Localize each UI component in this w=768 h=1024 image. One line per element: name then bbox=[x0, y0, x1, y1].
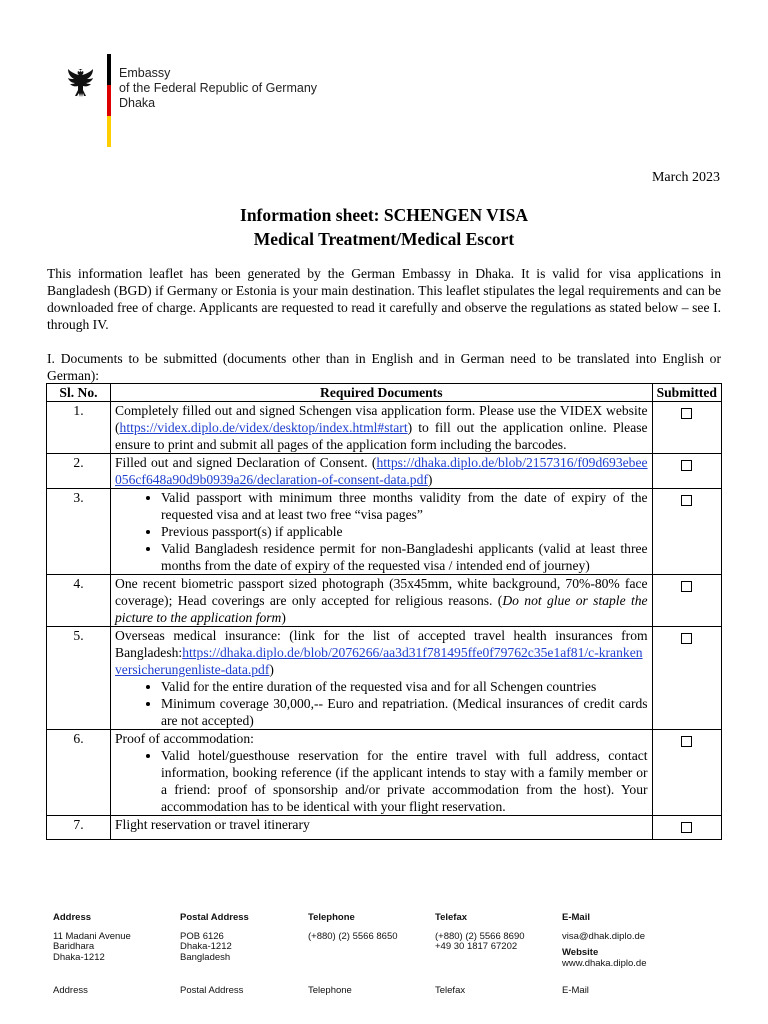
row-requirement bbox=[111, 454, 653, 489]
videx-link[interactable]: https://videx.diplo.de/videx/desktop/index.html#start bbox=[119, 420, 408, 435]
embassy-name bbox=[119, 66, 317, 111]
row-number: 3. bbox=[47, 489, 111, 575]
flag-red-stripe bbox=[107, 85, 111, 116]
bullet-item: • Valid Bangladesh residence permit for non-Bangladeshi applicants (valid at least three months from the date of expiry of the requested visa / intended end of journey) bbox=[161, 540, 648, 574]
bullet-item: • Valid hotel/guesthouse reservation for the entire travel with full address, contact information, booking reference (if the applicant intends to stay with a family member or a friend: proof of sponsorship and/or private accommodation from the host). Your accommodation has to be identical with your flight reservation. bbox=[161, 747, 648, 815]
row-requirement bbox=[111, 816, 653, 840]
table-row bbox=[47, 575, 722, 627]
bullet-list bbox=[115, 678, 648, 729]
document-title: Information sheet: SCHENGEN VISA bbox=[240, 205, 528, 225]
footer-heading: E-Mail bbox=[562, 912, 590, 923]
footer-email-address[interactable]: visa@dhak.diplo.de bbox=[562, 930, 646, 942]
table-row bbox=[47, 816, 722, 840]
section-heading: I. Documents to be submitted (documents other than in English and in German need to be translated into English or German): bbox=[47, 351, 721, 383]
requirement-text: ) bbox=[281, 610, 286, 625]
submitted-cell bbox=[652, 627, 721, 730]
embassy-letterhead bbox=[66, 54, 366, 154]
footer-email bbox=[562, 913, 647, 969]
row-number: 5. bbox=[47, 627, 111, 730]
submitted-cell bbox=[652, 730, 721, 816]
row-number: 2. bbox=[47, 454, 111, 489]
table-row bbox=[47, 402, 722, 454]
submitted-checkbox[interactable] bbox=[681, 495, 692, 506]
column-header-submitted: Submitted bbox=[652, 384, 721, 402]
footer-line: +49 30 1817 67202 bbox=[435, 941, 518, 952]
flag-black-stripe bbox=[107, 54, 111, 85]
submitted-checkbox[interactable] bbox=[681, 822, 692, 833]
footer-postal-address bbox=[180, 913, 249, 963]
bullet-list bbox=[115, 489, 648, 574]
table-row bbox=[47, 730, 722, 816]
footer-heading: Telefax bbox=[435, 912, 468, 923]
table-row bbox=[47, 627, 722, 730]
consent-form-link[interactable]: https://dhaka.diplo.de/blob/2157316/f09d693ebee056cf648a90d9b0939a26/declaration-of-consent-data.pdf bbox=[115, 455, 648, 487]
bullet-list bbox=[115, 747, 648, 815]
footer-repeat-email: E-Mail bbox=[562, 985, 589, 996]
footer-telefax bbox=[435, 913, 525, 953]
submitted-cell bbox=[652, 489, 721, 575]
submitted-checkbox[interactable] bbox=[681, 633, 692, 644]
footer-line: (+880) (2) 5566 8650 bbox=[308, 930, 398, 942]
footer-line: Dhaka-1212 bbox=[53, 951, 105, 963]
footer-line: Dhaka-1212 bbox=[180, 941, 232, 952]
footer-address bbox=[53, 913, 131, 963]
footer-website[interactable]: www.dhaka.diplo.de bbox=[562, 957, 647, 969]
column-header-documents: Required Documents bbox=[111, 384, 653, 402]
footer-heading: Postal Address bbox=[180, 912, 249, 923]
requirement-emphasis: Do not glue or staple the picture to the application form bbox=[115, 593, 648, 625]
embassy-line-3: Dhaka bbox=[119, 96, 156, 110]
flag-gold-stripe bbox=[107, 116, 111, 147]
row-requirement bbox=[111, 402, 653, 454]
footer-line: 11 Madani Avenue bbox=[53, 930, 131, 942]
row-number: 4. bbox=[47, 575, 111, 627]
intro-paragraph: This information leaflet has been generated by the German Embassy in Dhaka. It is valid for visa applications in Bangladesh (BGD) if Germany or Estonia is your main destination. This leaflet stipulates the legal requirements and can be downloaded free of charge. Applicants are requested to read it carefully and observe the regulations as stated below – see I. through IV. bbox=[47, 266, 721, 332]
bullet-item: • Valid passport with minimum three months validity from the date of expiry of the requested visa and at least two free “visa pages” bbox=[161, 489, 648, 523]
bullet-item: • Previous passport(s) if applicable bbox=[161, 523, 648, 540]
document-subtitle: Medical Treatment/Medical Escort bbox=[253, 229, 515, 249]
bullet-item: • Valid for the entire duration of the requested visa and for all Schengen countries bbox=[161, 678, 648, 695]
requirement-text: Completely filled out and signed Schengen visa application form. Please use the VIDEX website ( bbox=[115, 403, 648, 435]
required-documents-table bbox=[46, 383, 722, 840]
submitted-checkbox[interactable] bbox=[681, 460, 692, 471]
requirement-text: ) bbox=[269, 662, 274, 677]
row-requirement bbox=[111, 730, 653, 816]
footer-line: POB 6126 bbox=[180, 930, 224, 942]
german-flag-bar bbox=[107, 54, 111, 146]
table-row bbox=[47, 454, 722, 489]
table-row bbox=[47, 489, 722, 575]
footer-repeat-address: Address bbox=[53, 985, 88, 996]
submitted-checkbox[interactable] bbox=[681, 408, 692, 419]
column-header-number: Sl. No. bbox=[47, 384, 111, 402]
table-header-row bbox=[47, 384, 722, 402]
footer-heading: Address bbox=[53, 912, 92, 923]
submitted-cell bbox=[652, 575, 721, 627]
footer-heading: Telephone bbox=[308, 912, 355, 923]
requirement-text: Flight reservation or travel itinerary bbox=[115, 817, 310, 832]
footer-repeat-telefax: Telefax bbox=[435, 985, 466, 996]
footer-heading: Website bbox=[562, 947, 599, 958]
requirement-text: ) bbox=[427, 472, 433, 487]
row-requirement bbox=[111, 575, 653, 627]
requirement-text: Proof of accommodation: bbox=[115, 731, 254, 746]
row-requirement bbox=[111, 489, 653, 575]
submitted-checkbox[interactable] bbox=[681, 736, 692, 747]
embassy-line-1: Embassy bbox=[119, 66, 171, 80]
document-date: March 2023 bbox=[651, 170, 720, 185]
row-number: 1. bbox=[47, 402, 111, 454]
requirement-text: One recent biometric passport sized photograph (35x45mm, white background, 70%-80% face coverage); Head coverings are only accepted for religious reasons. ( bbox=[115, 576, 648, 608]
footer-line: Bangladesh bbox=[180, 951, 231, 963]
submitted-cell bbox=[652, 816, 721, 840]
row-number: 6. bbox=[47, 730, 111, 816]
footer-line: Baridhara bbox=[53, 941, 95, 952]
requirement-text: Filled out and signed Declaration of Consent. ( bbox=[115, 455, 377, 470]
row-number: 7. bbox=[47, 816, 111, 840]
federal-eagle-icon bbox=[66, 66, 100, 100]
footer-telephone bbox=[308, 913, 398, 942]
submitted-checkbox[interactable] bbox=[681, 581, 692, 592]
insurance-list-link[interactable]: https://dhaka.diplo.de/blob/2076266/aa3d31f781495ffe0f79762c35e1af81/c-krankenversicherungenliste-data.pdf bbox=[115, 645, 643, 677]
submitted-cell bbox=[652, 454, 721, 489]
footer-line: (+880) (2) 5566 8690 bbox=[435, 930, 525, 942]
embassy-line-2: of the Federal Republic of Germany bbox=[119, 81, 318, 95]
submitted-cell bbox=[652, 402, 721, 454]
footer-repeat-telephone: Telephone bbox=[308, 985, 352, 996]
requirement-text: ) to fill out the application online. Please ensure to print and submit all pages of the application form including the barcodes. bbox=[115, 420, 648, 452]
footer-repeat-postal: Postal Address bbox=[180, 985, 244, 996]
bullet-item: • Minimum coverage 30,000,-- Euro and repatriation. (Medical insurances of credit cards are not accepted) bbox=[161, 695, 648, 729]
requirement-text: Overseas medical insurance: (link for the list of accepted travel health insurances from Bangladesh: bbox=[115, 628, 648, 660]
row-requirement bbox=[111, 627, 653, 730]
